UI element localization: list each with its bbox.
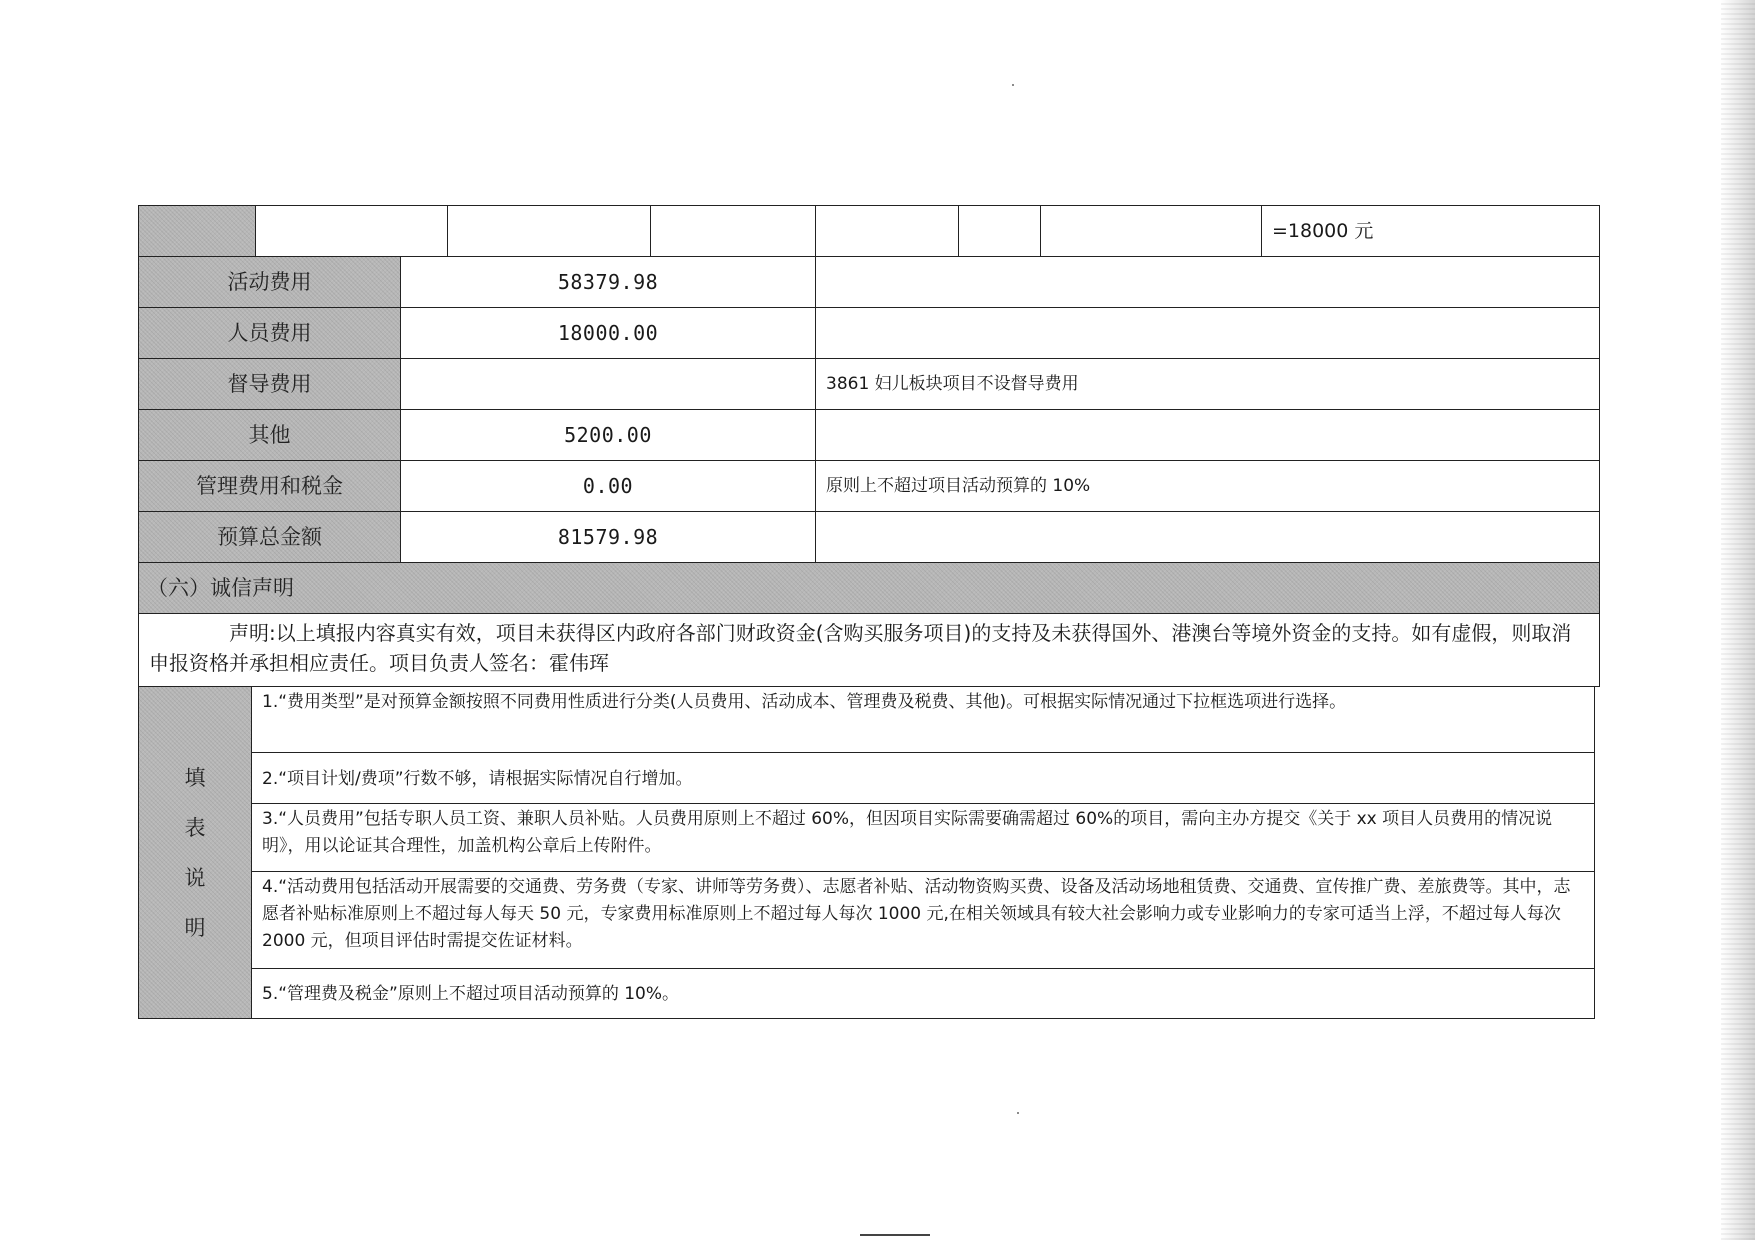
instructions-label-char: 填 <box>184 765 206 790</box>
instruction-note-4: 4.“活动费用包括活动开展需要的交通费、劳务费（专家、讲师等劳务费）、志愿者补贴、活动物资购买费、设备及活动场地租赁费、交通费、宣传推广费、差旅费等。其中，志愿者补贴标准原则上不超过每人每天 50 元，专家费用标准原则上不超过每人每次 1000 元,在相关领域具有较大社会影响力或专业影响力的专家可适当上浮，不超过每人每次 2000 元，但项目评估时需提交佐证材料。 <box>251 871 1595 969</box>
top-row-cell <box>815 205 959 257</box>
budget-label-activity: 活动费用 <box>138 256 401 308</box>
instruction-note-1: 1.“费用类型”是对预算金额按照不同费用性质进行分类(人员费用、活动成本、管理费及税费、其他)。可根据实际情况通过下拉框选项进行选择。 <box>251 686 1595 753</box>
budget-note-supervision: 3861 妇儿板块项目不设督导费用 <box>815 358 1600 410</box>
integrity-section-title: （六）诚信声明 <box>147 576 294 600</box>
budget-label-other: 其他 <box>138 409 401 461</box>
instructions-label-char: 说 <box>184 865 206 890</box>
top-row-cell <box>650 205 816 257</box>
budget-label-supervision: 督导费用 <box>138 358 401 410</box>
instruction-note-5: 5.“管理费及税金”原则上不超过项目活动预算的 10%。 <box>251 968 1595 1019</box>
top-row-total-cell <box>1261 205 1600 257</box>
budget-label-personnel: 人员费用 <box>138 307 401 359</box>
budget-note-management-tax: 原则上不超过项目活动预算的 10% <box>815 460 1600 512</box>
budget-amount-activity: 58379.98 <box>400 256 816 308</box>
integrity-section-header <box>138 562 1600 614</box>
budget-label-management-tax: 管理费用和税金 <box>138 460 401 512</box>
budget-note-personnel <box>815 307 1600 359</box>
instruction-note-3: 3.“人员费用”包括专职人员工资、兼职人员补贴。人员费用原则上不超过 60%，但因项目实际需要确需超过 60%的项目，需向主办方提交《关于 xx 项目人员费用的情况说明》，用以论证其合理性，加盖机构公章后上传附件。 <box>251 803 1595 872</box>
top-row-cell <box>958 205 1041 257</box>
budget-amount-other: 5200.00 <box>400 409 816 461</box>
budget-amount-supervision <box>400 358 816 410</box>
budget-amount-personnel: 18000.00 <box>400 307 816 359</box>
budget-label-total: 预算总金额 <box>138 511 401 563</box>
budget-note-other <box>815 409 1600 461</box>
instructions-side-label <box>138 686 252 1019</box>
budget-note-total <box>815 511 1600 563</box>
budget-amount-management-tax: 0.00 <box>400 460 816 512</box>
budget-amount-total: 81579.98 <box>400 511 816 563</box>
top-row-shaded-cell <box>138 205 256 257</box>
budget-note-activity <box>815 256 1600 308</box>
top-row-cell <box>1040 205 1262 257</box>
instruction-note-2: 2.“项目计划/费项”行数不够，请根据实际情况自行增加。 <box>251 752 1595 804</box>
top-row-total-text: =18000 元 <box>1272 220 1374 242</box>
instructions-label-char: 明 <box>184 915 206 940</box>
top-row-cell <box>447 205 651 257</box>
top-row-cell <box>255 205 448 257</box>
instructions-label-char: 表 <box>184 815 206 840</box>
integrity-statement: 声明:以上填报内容真实有效，项目未获得区内政府各部门财政资金(含购买服务项目)的支持及未获得国外、港澳台等境外资金的支持。如有虚假，则取消申报资格并承担相应责任。项目负责人签名：霍伟珲 <box>138 613 1600 687</box>
